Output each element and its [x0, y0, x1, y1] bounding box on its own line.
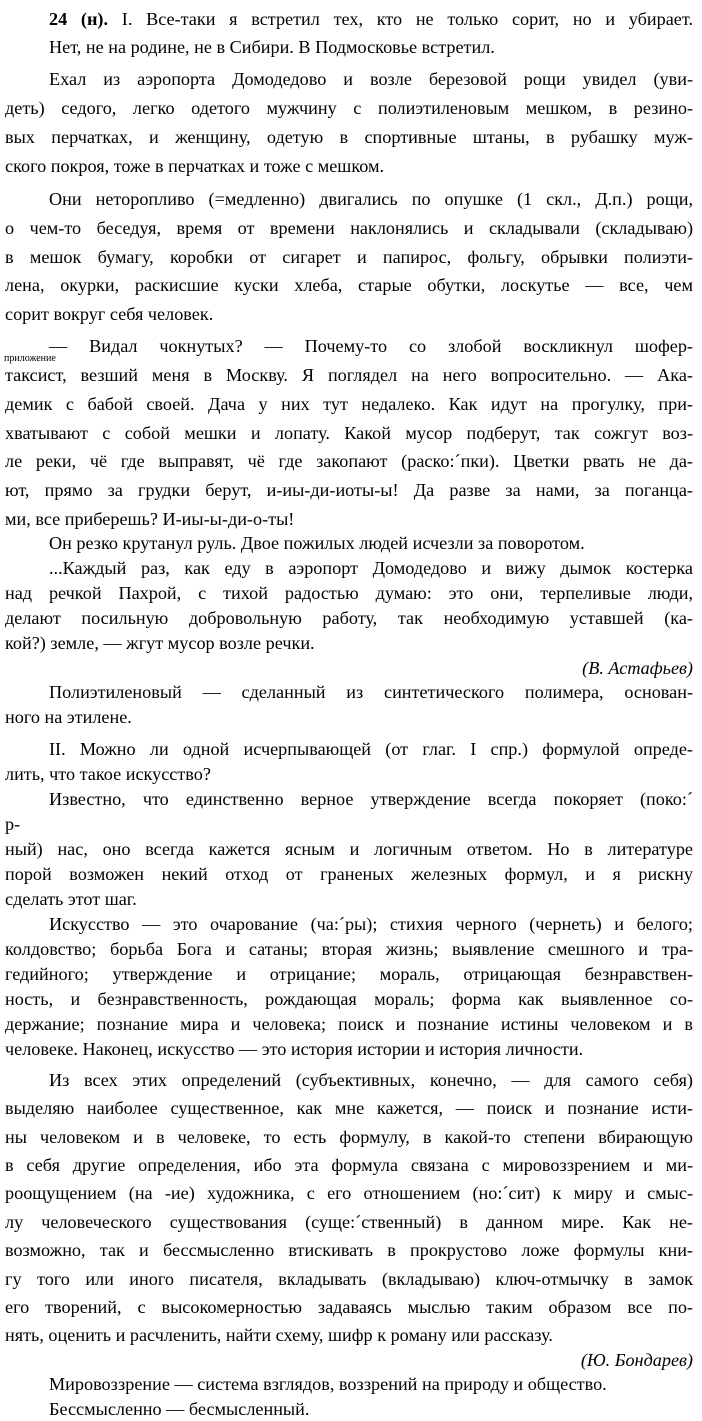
line-text: сделать этот шаг. — [5, 889, 137, 909]
line-text: в себя другие определения, ибо эта формула связана с мировоззрением и ми- — [5, 1155, 693, 1175]
line-text: Они неторопливо (=медленно) двигались по опушке (1 скл., Д.п.) рощи, — [49, 189, 693, 209]
line-text: колдовство; борьба Бога и сатаны; вторая жизнь; выявление смешного и тра- — [5, 939, 693, 959]
line-text: гу того или иного писателя, вкладывать (вкладываю) ключ-отмычку в замок — [5, 1269, 693, 1289]
text-line — [5, 963, 693, 985]
text-line — [49, 36, 693, 58]
line-text: — Видал чокнутых? — Почему-то со злобой воскликнул шофер- — [49, 336, 693, 356]
line-text: ского покроя, тоже в перчатках и тоже с мешком. — [5, 156, 385, 176]
line-text: кой?) земле, — жгут мусор возле речки. — [5, 633, 315, 653]
text-line — [5, 607, 693, 629]
line-text: делают посильную добровольную работу, так необходимую уставшей (ка- — [5, 608, 693, 628]
text-line — [5, 479, 693, 501]
line-text: держание; познание мира и человека; поиск и познание истины человеком и в — [5, 1014, 693, 1034]
line-text: над речкой Пахрой, с тихой радостью думаю: это они, терпеливые люди, — [5, 583, 693, 603]
line-text: Полиэтиленовый — сделанный из синтетического полимера, основан- — [49, 682, 693, 702]
line-text: Из всех этих определений (субъективных, конечно, — для самого себя) — [49, 1070, 693, 1090]
line-text: его творений, с высокомерностью задаваясь мыслью таким образом все по- — [5, 1297, 693, 1317]
text-line — [5, 303, 693, 325]
text-line — [5, 246, 693, 268]
exercise-number: 24 (н). — [49, 9, 109, 29]
text-line — [5, 364, 693, 386]
text-line — [49, 1069, 693, 1091]
line-text: ...Каждый раз, как еду в аэропорт Домодедово и вижу дымок костерка — [49, 558, 693, 578]
line-text: лу человеческого существования (суще:´ственный) в данном мире. Как не- — [5, 1212, 693, 1232]
text-line — [5, 1154, 693, 1176]
author-attribution: (В. Астафьев) — [582, 658, 693, 678]
line-text: демик с бабой своей. Дача у них тут недалеко. Как идут на прогулку, при- — [5, 394, 693, 414]
text-line — [5, 988, 693, 1010]
text-line — [49, 557, 693, 579]
text-line — [5, 126, 693, 148]
line-text: I. Все-таки я встретил тех, кто не только сорит, но и убирает. — [108, 9, 694, 29]
line-text: ны человеком и в человеке, то есть формулу, в какой-то степени вбирающую — [5, 1127, 693, 1147]
line-text: выделяю наиболее существенное, как мне кажется, — поиск и познание исти- — [5, 1098, 693, 1118]
text-line — [5, 508, 693, 530]
text-line — [5, 706, 693, 728]
line-text: возможно, так и бессмысленно втискивать в прокрустово ложе формулы кни- — [5, 1240, 693, 1260]
line-text: о чем-то беседуя, время от времени наклонялись и складывали (складываю) — [5, 218, 693, 238]
line-text: ного на этилене. — [5, 707, 132, 727]
text-line — [5, 1013, 693, 1035]
text-line — [5, 217, 693, 239]
text-line — [5, 763, 693, 785]
text-line — [5, 813, 693, 835]
line-text: Ехал из аэропорта Домодедово и возле березовой рощи увидел (уви- — [49, 69, 693, 89]
text-line — [5, 1239, 693, 1261]
text-line — [5, 1182, 693, 1204]
text-line — [5, 97, 693, 119]
line-text: вых перчатках, и женщину, одетую в спортивные штаны, в рубашку муж- — [5, 127, 693, 147]
text-line — [5, 582, 693, 604]
line-text: Известно, что единственно верное утверждение всегда покоряет (поко:´ — [49, 789, 693, 809]
text-line — [5, 1296, 693, 1318]
text-line — [5, 393, 693, 415]
line-text: Мировоззрение — система взглядов, воззрений на природу и общество. — [49, 1374, 607, 1394]
text-line — [5, 155, 693, 177]
text-line — [49, 188, 693, 210]
line-text: деть) седого, легко одетого мужчину с полиэтиленовым мешком, в резино- — [5, 98, 693, 118]
text-line — [5, 274, 693, 296]
text-line — [5, 1211, 693, 1233]
line-text: Нет, не на родине, не в Сибири. В Подмосковье встретил. — [49, 37, 495, 57]
line-text: порой возможен некий отход от граненых железных формул, и я рискну — [5, 864, 693, 884]
text-line — [49, 532, 693, 554]
text-line — [49, 8, 693, 30]
grammar-annotation: приложение — [4, 353, 56, 364]
text-line — [5, 1268, 693, 1290]
text-line — [49, 738, 693, 760]
line-text: в мешок бумагу, коробки от сигарет и папирос, фольгу, обрывки полиэти- — [5, 247, 693, 267]
text-line — [5, 1038, 693, 1060]
line-text: лить, что такое искусство? — [5, 764, 211, 784]
line-text: Бессмысленно — бесмысленный. — [49, 1399, 310, 1419]
text-line — [5, 450, 693, 472]
text-line — [49, 1373, 693, 1395]
line-text: II. Можно ли одной исчерпывающей (от глаг. I спр.) формулой опреде- — [49, 739, 693, 759]
text-line — [5, 1097, 693, 1119]
line-text: ле реки, чё где выправят, чё где закопают (раско:´пки). Цветки рвать не да- — [5, 451, 693, 471]
text-line — [49, 788, 693, 810]
author-attribution: (Ю. Бондарев) — [580, 1350, 693, 1370]
line-text: ный) нас, оно всегда кажется ясным и логичным ответом. Но в литературе — [5, 839, 693, 859]
text-line — [5, 422, 693, 444]
text-line — [49, 681, 693, 703]
line-text: гедийного; утверждение и отрицание; мораль, отрицающая безнравствен- — [5, 964, 693, 984]
line-text: нять, оценить и расчленить, найти схему, шифр к роману или рассказу. — [5, 1325, 553, 1345]
line-text: Он резко крутанул руль. Двое пожилых людей исчезли за поворотом. — [49, 533, 585, 553]
line-text: сорит вокруг себя человек. — [5, 304, 214, 324]
text-line — [5, 938, 693, 960]
line-text: хватывают с собой мешки и лопату. Какой мусор подберут, так сожгут воз- — [5, 423, 693, 443]
line-text: ют, прямо за грудки берут, и-иы-ди-иоты-ы! Да разве за нами, за поганца- — [5, 480, 693, 500]
text-line — [5, 1126, 693, 1148]
text-line — [5, 863, 693, 885]
line-text: Искусство — это очарование (ча:´ры); стихия черного (чернеть) и белого; — [49, 914, 693, 934]
text-line — [49, 1398, 693, 1420]
text-line — [49, 335, 693, 357]
text-line — [5, 1324, 693, 1346]
line-text: таксист, везший меня в Москву. Я поглядел на него вопросительно. — Ака- — [5, 365, 693, 385]
line-text: человеке. Наконец, искусство — это история истории и история личности. — [5, 1039, 584, 1059]
text-line — [5, 838, 693, 860]
line-text: лена, окурки, раскисшие куски хлеба, старые обутки, лоскутье — все, чем — [5, 275, 693, 295]
text-line — [5, 632, 693, 654]
line-text: роощущением (на -ие) художника, с его отношением (но:´сит) к миру и смыс- — [5, 1183, 693, 1203]
line-text: ми, все приберешь? И-иы-ы-ди-о-ты! — [5, 509, 295, 529]
text-line — [49, 913, 693, 935]
line-text: р- — [5, 814, 21, 834]
text-line — [5, 888, 693, 910]
text-line — [49, 68, 693, 90]
line-text: ность, и безнравственность, рождающая мораль; форма как выявленное со- — [5, 989, 693, 1009]
